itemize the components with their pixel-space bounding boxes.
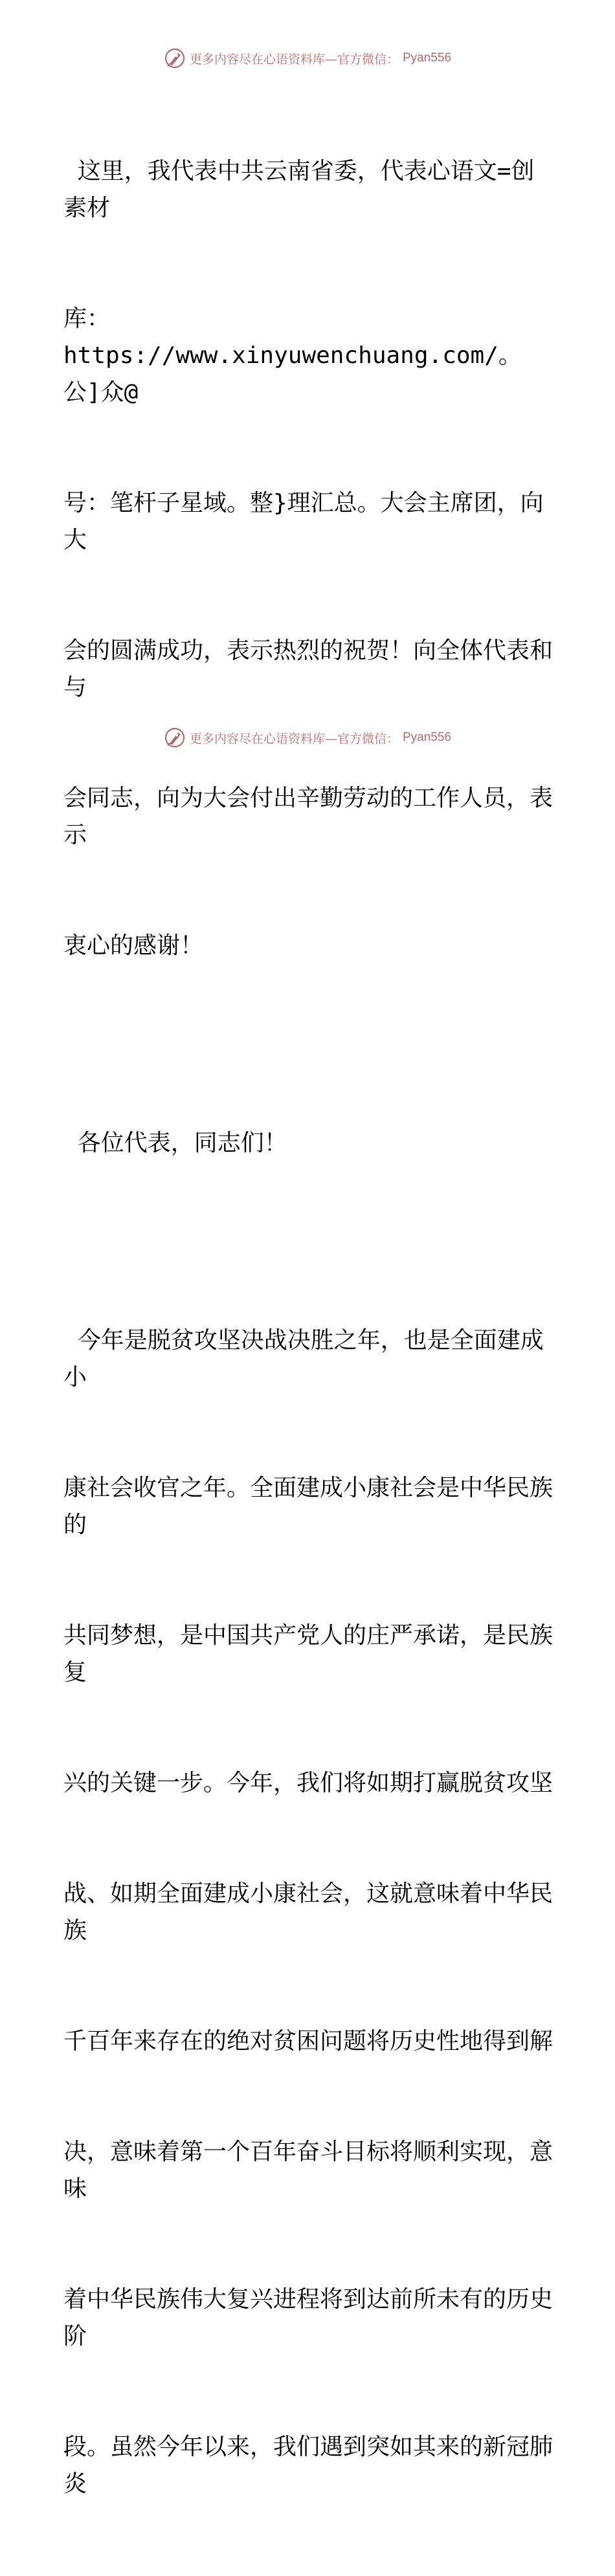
text-line: 衷心的感谢！	[63, 932, 204, 959]
text-line: 今年是脱贫攻坚决战决胜之年，也是全面建成小	[63, 1327, 544, 1391]
paragraph-2	[63, 1051, 555, 1235]
paragraph-gap	[63, 1235, 555, 1248]
paragraph-1	[63, 79, 555, 1038]
text-line: 段。虽然今年以来，我们遇到突如其来的新冠肺炎	[63, 2434, 554, 2497]
quill-pen-logo-icon	[164, 47, 186, 69]
text-line: 各位代表，同志们！	[63, 1130, 287, 1156]
header-banner	[0, 45, 615, 71]
quill-pen-logo-icon	[164, 727, 186, 749]
text-line: 康社会收官之年。全面建成小康社会是中华民族的	[63, 1475, 554, 1538]
text-line: 会的圆满成功，表示热烈的祝贺！向全体代表和与	[63, 637, 554, 701]
document-body	[63, 79, 555, 2576]
header-banner-wechat-id: Pyan556	[403, 51, 452, 65]
text-line: 这里，我代表中共云南省委，代表心语文=创素材	[63, 158, 535, 221]
text-line: 兴的关键一步。今年，我们将如期打赢脱贫攻坚	[63, 1770, 554, 1796]
text-line: 战、如期全面建成小康社会，这就意味着中华民族	[63, 1880, 554, 1944]
text-line: 会同志，向为大会付出辛勤劳动的工作人员，表示	[63, 785, 554, 848]
paragraph-3	[63, 1248, 555, 2576]
text-line: 库：https://www.xinyuwenchuang.com/。公]众@	[63, 305, 522, 406]
text-line: 号：笔杆子星域。整}理汇总。大会主席团，向大	[63, 490, 544, 553]
text-line: 共同梦想，是中国共产党人的庄严承诺，是民族复	[63, 1622, 554, 1686]
header-banner-text: 更多内容尽在心语资料库—官方微信：	[189, 52, 399, 67]
footer-banner-text: 更多内容尽在心语资料库—官方微信：	[189, 731, 399, 746]
text-line: 决，意味着第一个百年奋斗目标将顺利实现，意味	[63, 2139, 554, 2202]
text-line: 着中华民族伟大复兴进程将到达前所未有的历史阶	[63, 2286, 554, 2350]
footer-banner	[0, 725, 615, 751]
paragraph-gap	[63, 1038, 555, 1051]
footer-banner-wechat-id: Pyan556	[403, 731, 452, 744]
text-line: 千百年来存在的绝对贫困问题将历史性地得到解	[63, 2028, 554, 2054]
